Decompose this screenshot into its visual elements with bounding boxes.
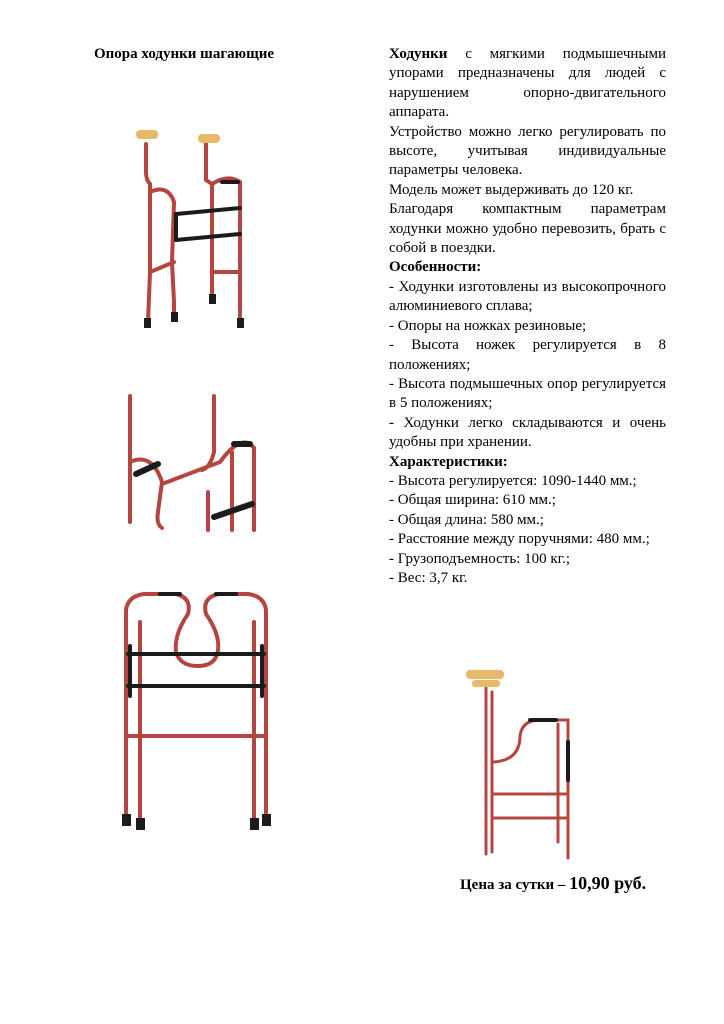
adjust-paragraph: Устройство можно легко регулировать по высоте, учитывая индивидуальные параметры человека.: [389, 123, 666, 179]
walker-photo-3: [116, 586, 276, 834]
feature-item: - Высота подмышечных опор регулируется в 5 положениях;: [389, 375, 666, 412]
intro-paragraph: [389, 45, 666, 123]
spec-item: - Вес: 3,7 кг.: [389, 569, 468, 586]
transport-paragraph: Благодаря компактным параметрам ходунки можно удобно перевозить, брать с собой в поездки.: [389, 201, 666, 257]
capacity-paragraph: Модель может выдерживать до 120 кг.: [389, 181, 634, 198]
walker-photo-2: [122, 392, 262, 532]
specs-heading: Характеристики:: [389, 453, 508, 470]
feature-item: - Высота ножек регулируется в 8 положениях;: [389, 337, 666, 373]
price-label: Цена за сутки –: [460, 877, 570, 893]
spec-item: - Грузоподъемность: 100 кг.;: [389, 550, 571, 567]
feature-item: - Ходунки изготовлены из высокопрочного алюминиевого сплава;: [389, 278, 666, 315]
walker-photo-4: [460, 662, 582, 862]
price-amount: 10,90 руб.: [569, 873, 647, 893]
spec-item: - Общая длина: 580 мм.;: [389, 511, 544, 528]
page-title: Опора ходунки шагающие: [94, 46, 275, 62]
spec-item: - Высота регулируется: 1090-1440 мм.;: [389, 472, 637, 489]
price-line: [460, 873, 646, 894]
spec-item: - Общая ширина: 610 мм.;: [389, 492, 556, 509]
feature-item: - Ходунки легко складываются и очень удобны при хранении.: [389, 414, 666, 451]
walker-photo-1: [128, 122, 258, 332]
intro-text: с мягкими подмышечными упорами предназначены для людей с нарушением опорно-двигательного аппарата.: [389, 46, 666, 121]
features-heading: Особенности:: [389, 259, 482, 276]
intro-bold: Ходунки: [389, 46, 448, 62]
description-column: [389, 45, 666, 588]
spec-item: - Расстояние между поручнями: 480 мм.;: [389, 531, 650, 548]
feature-item: - Опоры на ножках резиновые;: [389, 317, 587, 334]
